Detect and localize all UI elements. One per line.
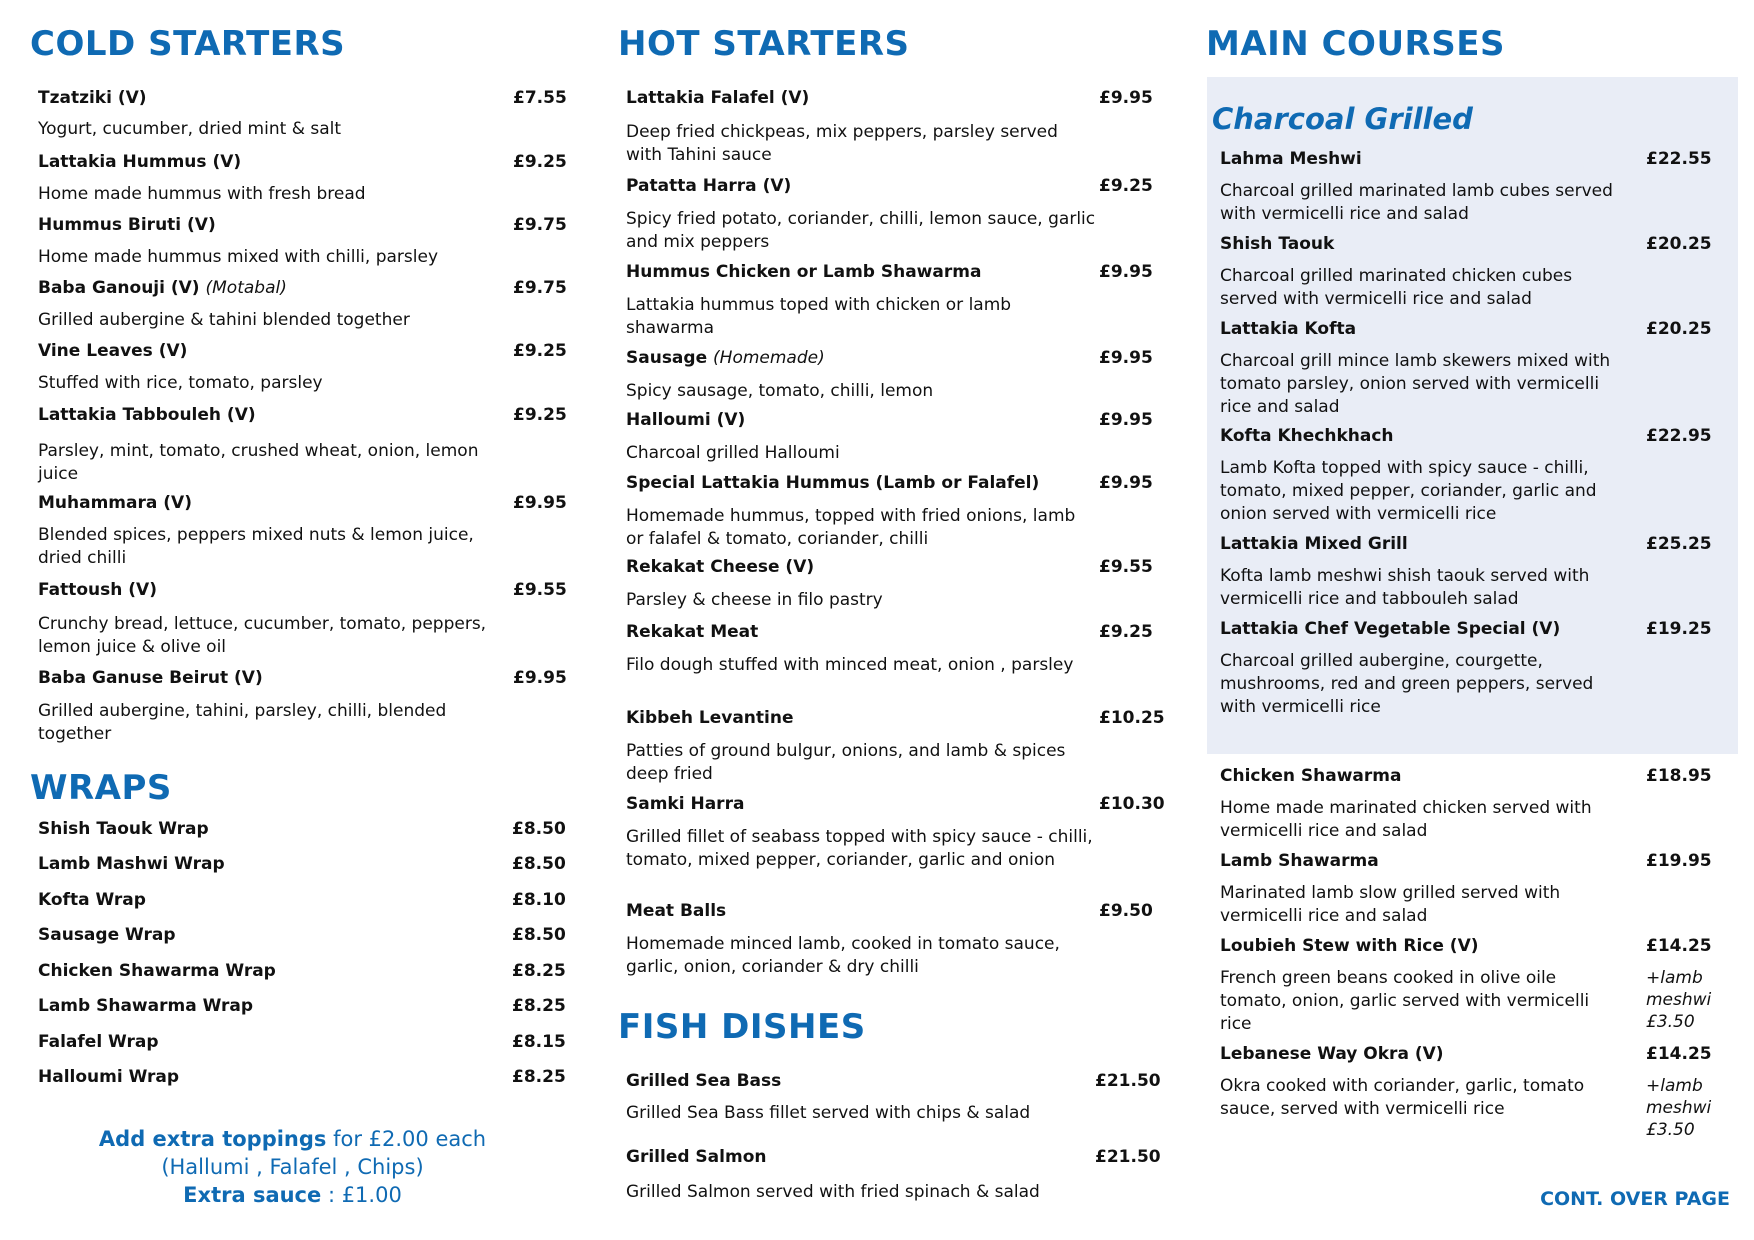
menu-item-price: £22.95 — [1646, 426, 1712, 446]
item-name-text: Meat Balls — [626, 901, 727, 921]
menu-item-price: £8.10 — [512, 890, 566, 910]
fish-dishes-list — [626, 0, 1161, 1240]
menu-item-price: £20.25 — [1646, 234, 1712, 254]
item-name-text: Lattakia Mixed Grill — [1220, 534, 1408, 554]
menu-item-name — [626, 1071, 781, 1091]
item-name-text: Special Lattakia Hummus (Lamb or Falafel) — [626, 473, 1040, 493]
menu-item-price: £8.50 — [512, 925, 566, 945]
menu-item-price: £8.15 — [512, 1032, 566, 1052]
menu-item-price: £14.25 — [1646, 1044, 1712, 1064]
item-name-text: Grilled Sea Bass — [626, 1071, 782, 1091]
menu-item-price: £9.95 — [513, 493, 567, 513]
menu-item-price: £9.75 — [513, 278, 567, 298]
menu-item-price: £18.95 — [1646, 766, 1712, 786]
item-name-text: Kibbeh Levantine — [626, 708, 794, 728]
item-name-text: Lattakia Kofta — [1220, 319, 1357, 339]
fish-dishes-heading: FISH DISHES — [618, 1007, 866, 1047]
menu-item-description: Spicy fried potato, coriander, chilli, lemon sauce, garlic and mix peppers — [626, 209, 1096, 252]
menu-item-description: Filo dough stuffed with minced meat, onion , parsley — [626, 655, 1074, 675]
menu-item-description: Charcoal grilled aubergine, courgette, mushrooms, red and green peppers, served with vermicelli rice — [1220, 651, 1594, 717]
menu-item-price: £9.25 — [513, 405, 567, 425]
menu-item-name — [38, 854, 225, 874]
item-name-text: Muhammara (V) — [38, 493, 192, 513]
menu-item-price: £9.95 — [1099, 348, 1153, 368]
menu-item-description: Home made marinated chicken served with vermicelli rice and salad — [1220, 798, 1592, 841]
charcoal-grilled-heading: Charcoal Grilled — [1212, 102, 1473, 136]
menu-item-description: Parsley, mint, tomato, crushed wheat, onion, lemon juice — [38, 441, 479, 484]
item-name-text: Vine Leaves (V) — [38, 341, 188, 361]
menu-item-extra: +lamb meshwi £3.50 — [1646, 1076, 1712, 1140]
continued-over-page: CONT. OVER PAGE — [1540, 1188, 1730, 1210]
item-name-text: Lebanese Way Okra (V) — [1220, 1044, 1444, 1064]
menu-item-price: £10.25 — [1099, 708, 1165, 728]
menu-item-description: Grilled Sea Bass fillet served with chips & salad — [626, 1103, 1031, 1123]
item-name-text: Loubieh Stew with Rice (V) — [1220, 936, 1479, 956]
menu-item-name — [1220, 936, 1479, 956]
menu-item-price: £9.50 — [1099, 901, 1153, 921]
menu-item-name — [38, 996, 253, 1016]
menu-item-price: £9.75 — [513, 215, 567, 235]
menu-item-description: Lattakia hummus toped with chicken or lamb shawarma — [626, 295, 1012, 338]
item-name-text: Lattakia Falafel (V) — [626, 88, 810, 108]
menu-item-price: £21.50 — [1095, 1071, 1161, 1091]
item-name-text: Rekakat Meat — [626, 622, 759, 642]
menu-item-description: Okra cooked with coriander, garlic, tomato sauce, served with vermicelli rice — [1220, 1076, 1585, 1119]
item-name-text: Sausage — [626, 348, 708, 368]
extra-toppings-note — [90, 1125, 495, 1209]
menu-item-description: Marinated lamb slow grilled served with vermicelli rice and salad — [1220, 883, 1561, 926]
menu-item-price: £9.95 — [1099, 473, 1153, 493]
menu-item-price: £9.25 — [1099, 176, 1153, 196]
menu-item-name — [38, 819, 209, 839]
menu-item-note: (Homemade) — [713, 348, 825, 368]
item-name-text: Lahma Meshwi — [1220, 149, 1362, 169]
menu-item-description: Kofta lamb meshwi shish taouk served with vermicelli rice and tabbouleh salad — [1220, 566, 1590, 609]
menu-item-price: £9.55 — [513, 580, 567, 600]
menu-item-name — [38, 925, 176, 945]
menu-item-price: £21.50 — [1095, 1147, 1161, 1167]
item-name-text: Hummus Chicken or Lamb Shawarma — [626, 262, 982, 282]
menu-item-note: (Motabal) — [205, 278, 287, 298]
menu-item-name — [1220, 851, 1379, 871]
menu-item-price: £9.25 — [513, 341, 567, 361]
item-name-text: Kofta Wrap — [38, 890, 146, 910]
item-name-text: Baba Ganuse Beirut (V) — [38, 668, 263, 688]
item-name-text: Samki Harra — [626, 794, 745, 814]
menu-item-description: Yogurt, cucumber, dried mint & salt — [38, 119, 342, 139]
menu-item-price: £20.25 — [1646, 319, 1712, 339]
menu-item-price: £7.55 — [513, 88, 567, 108]
item-name-text: Falafel Wrap — [38, 1032, 159, 1052]
menu-item-description: Patties of ground bulgur, onions, and lamb & spices deep fried — [626, 741, 1066, 784]
menu-item-price: £14.25 — [1646, 936, 1712, 956]
menu-item-name — [1220, 766, 1401, 786]
item-name-text: Lattakia Hummus (V) — [38, 152, 242, 172]
menu-item-price: £8.50 — [512, 819, 566, 839]
menu-item-price: £9.25 — [513, 152, 567, 172]
menu-item-description: Charcoal grilled Halloumi — [626, 443, 840, 463]
item-name-text: Shish Taouk Wrap — [38, 819, 209, 839]
menu-item-description: Homemade minced lamb, cooked in tomato sauce, garlic, onion, coriander & dry chilli — [626, 934, 1060, 977]
menu-item-price: £8.50 — [512, 854, 566, 874]
item-name-text: Hummus Biruti (V) — [38, 215, 216, 235]
menu-item-name — [626, 1147, 766, 1167]
menu-item-price: £9.95 — [1099, 262, 1153, 282]
sauce-price: : £1.00 — [321, 1183, 402, 1207]
item-name-text: Chicken Shawarma — [1220, 766, 1402, 786]
menu-item-description: Charcoal grill mince lamb skewers mixed with tomato parsley, onion served with vermicelli rice and salad — [1220, 351, 1611, 417]
menu-item-description: Grilled aubergine & tahini blended together — [38, 310, 410, 330]
item-name-text: Grilled Salmon — [626, 1147, 767, 1167]
item-name-text: Sausage Wrap — [38, 925, 176, 945]
sauce-label: Extra sauce — [183, 1183, 322, 1207]
menu-item-description: Grilled Salmon served with fried spinach & salad — [626, 1182, 1040, 1202]
menu-item-price: £8.25 — [512, 996, 566, 1016]
toppings-options: (Hallumi , Falafel , Chips) — [161, 1155, 424, 1179]
cold-starters-heading: COLD STARTERS — [30, 24, 346, 64]
wraps-heading: WRAPS — [30, 768, 172, 808]
item-name-text: Halloumi Wrap — [38, 1067, 180, 1087]
item-name-text: Chicken Shawarma Wrap — [38, 961, 276, 981]
menu-item-description: Crunchy bread, lettuce, cucumber, tomato, peppers, lemon juice & olive oil — [38, 614, 487, 657]
menu-item-description: Homemade hummus, topped with fried onions, lamb or falafel & tomato, coriander, chilli — [626, 506, 1076, 549]
menu-item-description: Charcoal grilled marinated lamb cubes served with vermicelli rice and salad — [1220, 181, 1613, 224]
menu-item-price: £9.95 — [1099, 88, 1153, 108]
menu-item-name — [38, 890, 146, 910]
menu-item-description: Lamb Kofta topped with spicy sauce - chilli, tomato, mixed pepper, coriander, garlic and onion served with vermicelli rice — [1220, 458, 1597, 524]
menu-item-name — [38, 961, 276, 981]
menu-item-name — [38, 1067, 179, 1087]
menu-item-price: £25.25 — [1646, 534, 1712, 554]
item-name-text: Lattakia Chef Vegetable Special (V) — [1220, 619, 1561, 639]
menu-item-description: French green beans cooked in olive oile tomato, onion, garlic served with vermicelli rice — [1220, 968, 1590, 1034]
item-name-text: Tzatziki (V) — [38, 88, 147, 108]
menu-item-price: £8.25 — [512, 1067, 566, 1087]
item-name-text: Lamb Shawarma — [1220, 851, 1379, 871]
menu-item-description: Home made hummus with fresh bread — [38, 184, 366, 204]
toppings-label: Add extra toppings — [98, 1127, 327, 1151]
item-name-text: Halloumi (V) — [626, 410, 746, 430]
menu-item-extra: +lamb meshwi £3.50 — [1646, 968, 1712, 1032]
menu-item-name — [1220, 1044, 1444, 1064]
item-name-text: Patatta Harra (V) — [626, 176, 792, 196]
menu-item-description: Charcoal grilled marinated chicken cubes served with vermicelli rice and salad — [1220, 266, 1573, 309]
item-name-text: Rekakat Cheese (V) — [626, 557, 815, 577]
item-name-text: Lattakia Tabbouleh (V) — [38, 405, 256, 425]
item-name-text: Lamb Mashwi Wrap — [38, 854, 225, 874]
wraps-list — [38, 0, 566, 1100]
menu-item-description: Spicy sausage, tomato, chilli, lemon — [626, 381, 934, 401]
menu-item-description: Stuffed with rice, tomato, parsley — [38, 373, 323, 393]
menu-item-price: £19.25 — [1646, 619, 1712, 639]
menu-item-price: £9.25 — [1099, 622, 1153, 642]
main-courses-heading: MAIN COURSES — [1206, 24, 1505, 64]
menu-item-price: £9.95 — [1099, 410, 1153, 430]
menu-item-price: £9.55 — [1099, 557, 1153, 577]
item-name-text: Kofta Khechkhach — [1220, 426, 1394, 446]
menu-item-description: Parsley & cheese in filo pastry — [626, 590, 883, 610]
menu-item-description: Grilled fillet of seabass topped with spicy sauce - chilli, tomato, mixed pepper, coriander, garlic and onion — [626, 827, 1093, 870]
main-courses-list — [1220, 0, 1730, 1160]
menu-item-price: £19.95 — [1646, 851, 1712, 871]
menu-item-description: Home made hummus mixed with chilli, parsley — [38, 247, 439, 267]
menu-item-price: £9.95 — [513, 668, 567, 688]
item-name-text: Shish Taouk — [1220, 234, 1335, 254]
menu-item-description: Deep fried chickpeas, mix peppers, parsley served with Tahini sauce — [626, 122, 1058, 165]
menu-item-price: £22.55 — [1646, 149, 1712, 169]
item-name-text: Lamb Shawarma Wrap — [38, 996, 254, 1016]
hot-starters-heading: HOT STARTERS — [618, 24, 910, 64]
menu-item-price: £10.30 — [1099, 794, 1165, 814]
menu-item-price: £8.25 — [512, 961, 566, 981]
item-name-text: Fattoush (V) — [38, 580, 157, 600]
toppings-price: for £2.00 each — [326, 1127, 487, 1151]
menu-item-name — [38, 1032, 159, 1052]
menu-item-description: Grilled aubergine, tahini, parsley, chilli, blended together — [38, 701, 447, 744]
menu-item-description: Blended spices, peppers mixed nuts & lemon juice, dried chilli — [38, 525, 474, 568]
item-name-text: Baba Ganouji (V) — [38, 278, 200, 298]
